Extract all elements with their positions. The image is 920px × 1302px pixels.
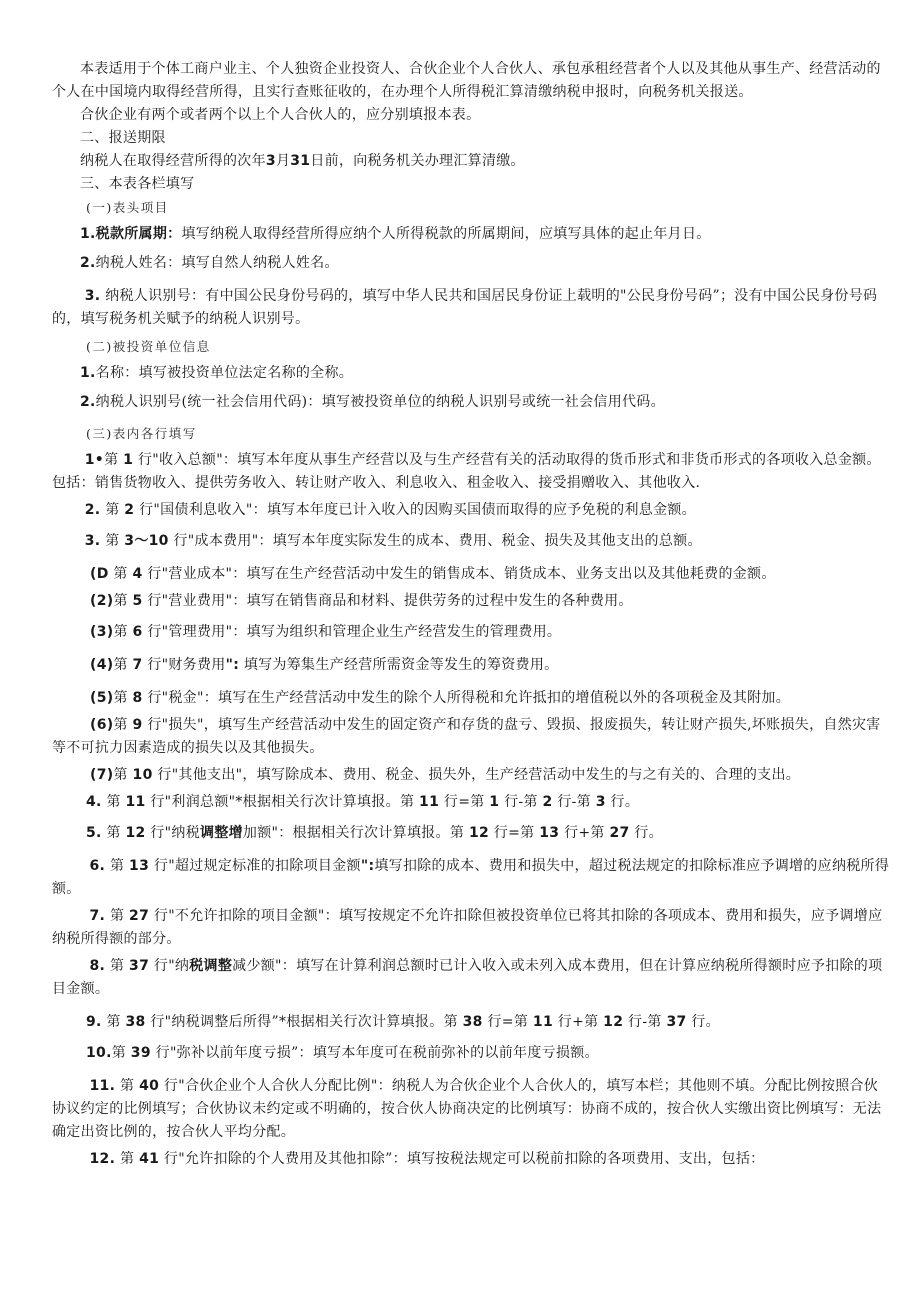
investee-id-item: 2.纳税人识别号(统一社会信用代码)：填写被投资单位的纳税人识别号或统一社会信用代码。 — [80, 394, 665, 410]
row-item-1: 1•第 1 行"收入总额"：填写本年度从事生产经营以及与生产经营有关的活动取得的货币形式和非货币形式的各项收入总金额。包括：销售货物收入、提供劳务收入、转让财产收入、利息收入、租金收入、接受捐赠收入、其他收入. — [52, 452, 881, 491]
intro-paragraph-2: 合伙企业有两个或者两个以上个人合伙人的，应分别填报本表。 — [80, 107, 481, 123]
header-item-taxpayer-name: 2.纳税人姓名：填写自然人纳税人姓名。 — [80, 255, 339, 271]
row-item-12: 12. 第 41 行"允许扣除的个人费用及其他扣除”：填写按税法规定可以税前扣除的各项费用、支出，包括： — [89, 1151, 765, 1167]
cost-item-7: (4)第 7 行"财务费用": 填写为筹集生产经营所需资金等发生的筹资费用。 — [90, 657, 559, 673]
subheading-investee-info: (二)被投资单位信息 — [86, 339, 211, 354]
investee-name-item: 1.名称：填写被投资单位法定名称的全称。 — [80, 365, 354, 381]
section-heading-deadline: 二、报送期限 — [80, 130, 166, 146]
intro-paragraph: 本表适用于个体工商户业主、个人独资企业投资人、合伙企业个人合伙人、承包承租经营者个人以及其他从事生产、经营活动的个人在中国境内取得经营所得，且实行查账征收的，在办理个人所得税汇算清缴纳税申报时，向税务机关报送。 — [52, 61, 881, 100]
row-item-6: 6. 第 13 行"超过规定标准的扣除项目金额":填写扣除的成本、费用和损失中，超过税法规定的扣除标准应予调增的应纳税所得额。 — [52, 858, 890, 897]
row-item-3: 3. 第 3〜10 行"成本费用"：填写本年度实际发生的成本、费用、税金、损失及其他支出的总额。 — [84, 533, 702, 549]
subheading-rows: (三)表内各行填写 — [86, 426, 197, 441]
row-item-4: 4. 第 11 行"利润总额"*根据相关行次计算填报。第 11 行=第 1 行-第 2 行-第 3 行。 — [86, 794, 640, 810]
header-item-taxpayer-id: 3. 纳税人识别号：有中国公民身份号码的，填写中华人民共和国居民身份证上载明的"公民身份号码”；没有中国公民身份号码的，填写税务机关赋予的纳税人识别号。 — [52, 288, 878, 327]
subheading-header-items: (一)表头项目 — [86, 200, 169, 215]
cost-item-10: (7)第 10 行"其他支出"，填写除成本、费用、税金、损失外，生产经营活动中发生的与之有关的、合理的支出。 — [90, 767, 801, 783]
header-item-tax-period: 1.税款所属期：填写纳税人取得经营所得应纳个人所得税款的所属期间，应填写具体的起止年月日。 — [80, 226, 711, 242]
row-item-11: 11. 第 40 行"合伙企业个人合伙人分配比例"：纳税人为合伙企业个人合伙人的，填写本栏；其他则不填。分配比例按照合伙协议约定的比例填写；合伙协议未约定或不明确的，按合伙人协商决定的比例填写：协商不成的，按合伙人实缴出资比例填写：无法确定出资比例的，按合伙人平均分配。 — [52, 1078, 882, 1140]
row-item-2: 2. 第 2 行"国债利息收入"：填写本年度已计入收入的因购买国债而取得的应予免税的利息金额。 — [84, 502, 696, 518]
row-item-7: 7. 第 27 行"不允许扣除的项目金额"：填写按规定不允许扣除但被投资单位已将其扣除的各项成本、费用和损失，应予调增应纳税所得额的部分。 — [52, 908, 883, 947]
row-item-5: 5. 第 12 行"纳税调整增加额"：根据相关行次计算填报。第 12 行=第 13 行+第 27 行。 — [86, 825, 663, 841]
cost-item-4: (D 第 4 行"营业成本"：填写在生产经营活动中发生的销售成本、销货成本、业务支出以及其他耗费的金额。 — [90, 566, 776, 582]
cost-item-8: (5)第 8 行"税金"：填写在生产经营活动中发生的除个人所得税和允许抵扣的增值税以外的各项税金及其附加。 — [90, 690, 791, 706]
cost-item-9: (6)第 9 行"损失"，填写生产经营活动中发生的固定资产和存货的盘亏、毁损、报废损失，转让财产损失,坏账损失，自然灾害等不可抗力因素造成的损失以及其他损失。 — [52, 717, 881, 756]
row-item-10: 10.第 39 行"弥补以前年度亏损”：填写本年度可在税前弥补的以前年度亏损额。 — [86, 1045, 599, 1061]
document-page — [52, 58, 892, 1171]
cost-item-5: (2)第 5 行"营业费用"：填写在销售商品和材料、提供劳务的过程中发生的各种费用。 — [90, 593, 633, 609]
deadline-paragraph: 纳税人在取得经营所得的次年3月31日前，向税务机关办理汇算清缴。 — [80, 153, 525, 169]
row-item-8: 8. 第 37 行"纳税调整减少额"：填写在计算利润总额时已计入收入或未列入成本费用，但在计算应纳税所得额时应予扣除的项目金额。 — [52, 958, 883, 997]
section-heading-fill: 三、本表各栏填写 — [80, 176, 195, 192]
row-item-9: 9. 第 38 行"纳税调整后所得”*根据相关行次计算填报。第 38 行=第 11 行+第 12 行-第 37 行。 — [86, 1014, 720, 1030]
cost-item-6: (3)第 6 行"管理费用"：填写为组织和管理企业生产经营发生的管理费用。 — [90, 624, 562, 640]
